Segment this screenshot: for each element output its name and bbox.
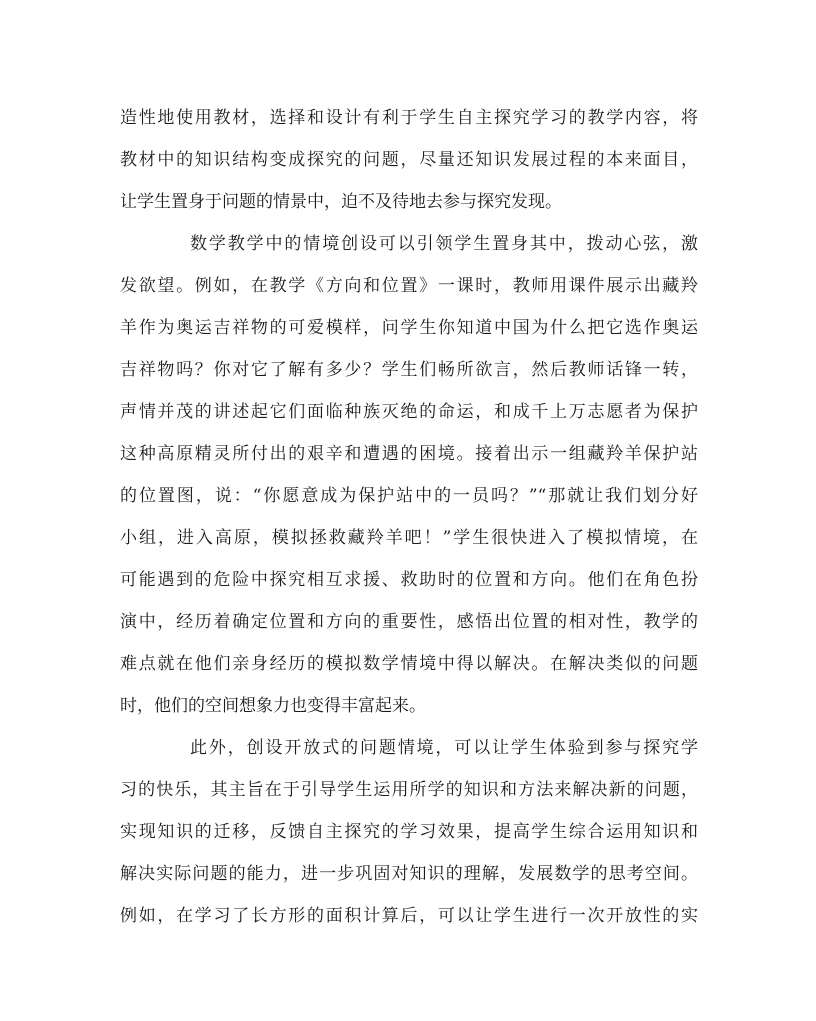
text-line: 这种高原精灵所付出的艰辛和遭遇的困境。接着出示一组藏羚羊保护站 bbox=[120, 444, 698, 464]
text-line: 演中，经历着确定位置和方向的重要性，感悟出位置的相对性，教学的 bbox=[120, 612, 698, 632]
text-line: 可能遇到的危险中探究相互求援、救助时的位置和方向。他们在角色扮 bbox=[120, 570, 698, 590]
text-line: 吉祥物吗？你对它了解有多少？学生们畅所欲言，然后教师话锋一转， bbox=[120, 360, 698, 380]
text-line: 难点就在他们亲身经历的模拟数学情境中得以解决。在解决类似的问题 bbox=[120, 654, 698, 674]
text-line: 发欲望。例如，在教学《方向和位置》一课时，教师用课件展示出藏羚 bbox=[120, 276, 698, 296]
paragraph-first-line: 数学教学中的情境创设可以引领学生置身其中，拨动心弦，激 bbox=[190, 234, 698, 254]
text-line: 羊作为奥运吉祥物的可爱模样，问学生你知道中国为什么把它选作奥运 bbox=[120, 318, 698, 338]
text-line: 小组，进入高原，模拟拯救藏羚羊吧！”学生很快进入了模拟情境，在 bbox=[120, 528, 698, 548]
paragraph-first-line: 此外，创设开放式的问题情境，可以让学生体验到参与探究学 bbox=[190, 738, 698, 758]
text-line: 教材中的知识结构变成探究的问题，尽量还知识发展过程的本来面目， bbox=[120, 150, 698, 170]
text-line: 声情并茂的讲述起它们面临种族灭绝的命运，和成千上万志愿者为保护 bbox=[120, 402, 698, 422]
text-line: 习的快乐，其主旨在于引导学生运用所学的知识和方法来解决新的问题， bbox=[120, 780, 698, 800]
text-line: 造性地使用教材，选择和设计有利于学生自主探究学习的教学内容，将 bbox=[120, 108, 698, 128]
text-line: 的位置图，说：“你愿意成为保护站中的一员吗？”“那就让我们划分好 bbox=[120, 486, 698, 506]
text-line: 时，他们的空间想象力也变得丰富起来。 bbox=[120, 696, 426, 716]
text-line: 实现知识的迁移，反馈自主探究的学习效果，提高学生综合运用知识和 bbox=[120, 822, 698, 842]
text-line: 例如，在学习了长方形的面积计算后，可以让学生进行一次开放性的实 bbox=[120, 906, 698, 926]
text-line: 解决实际问题的能力，进一步巩固对知识的理解，发展数学的思考空间。 bbox=[120, 864, 698, 884]
text-line: 让学生置身于问题的情景中，迫不及待地去参与探究发现。 bbox=[120, 192, 562, 212]
